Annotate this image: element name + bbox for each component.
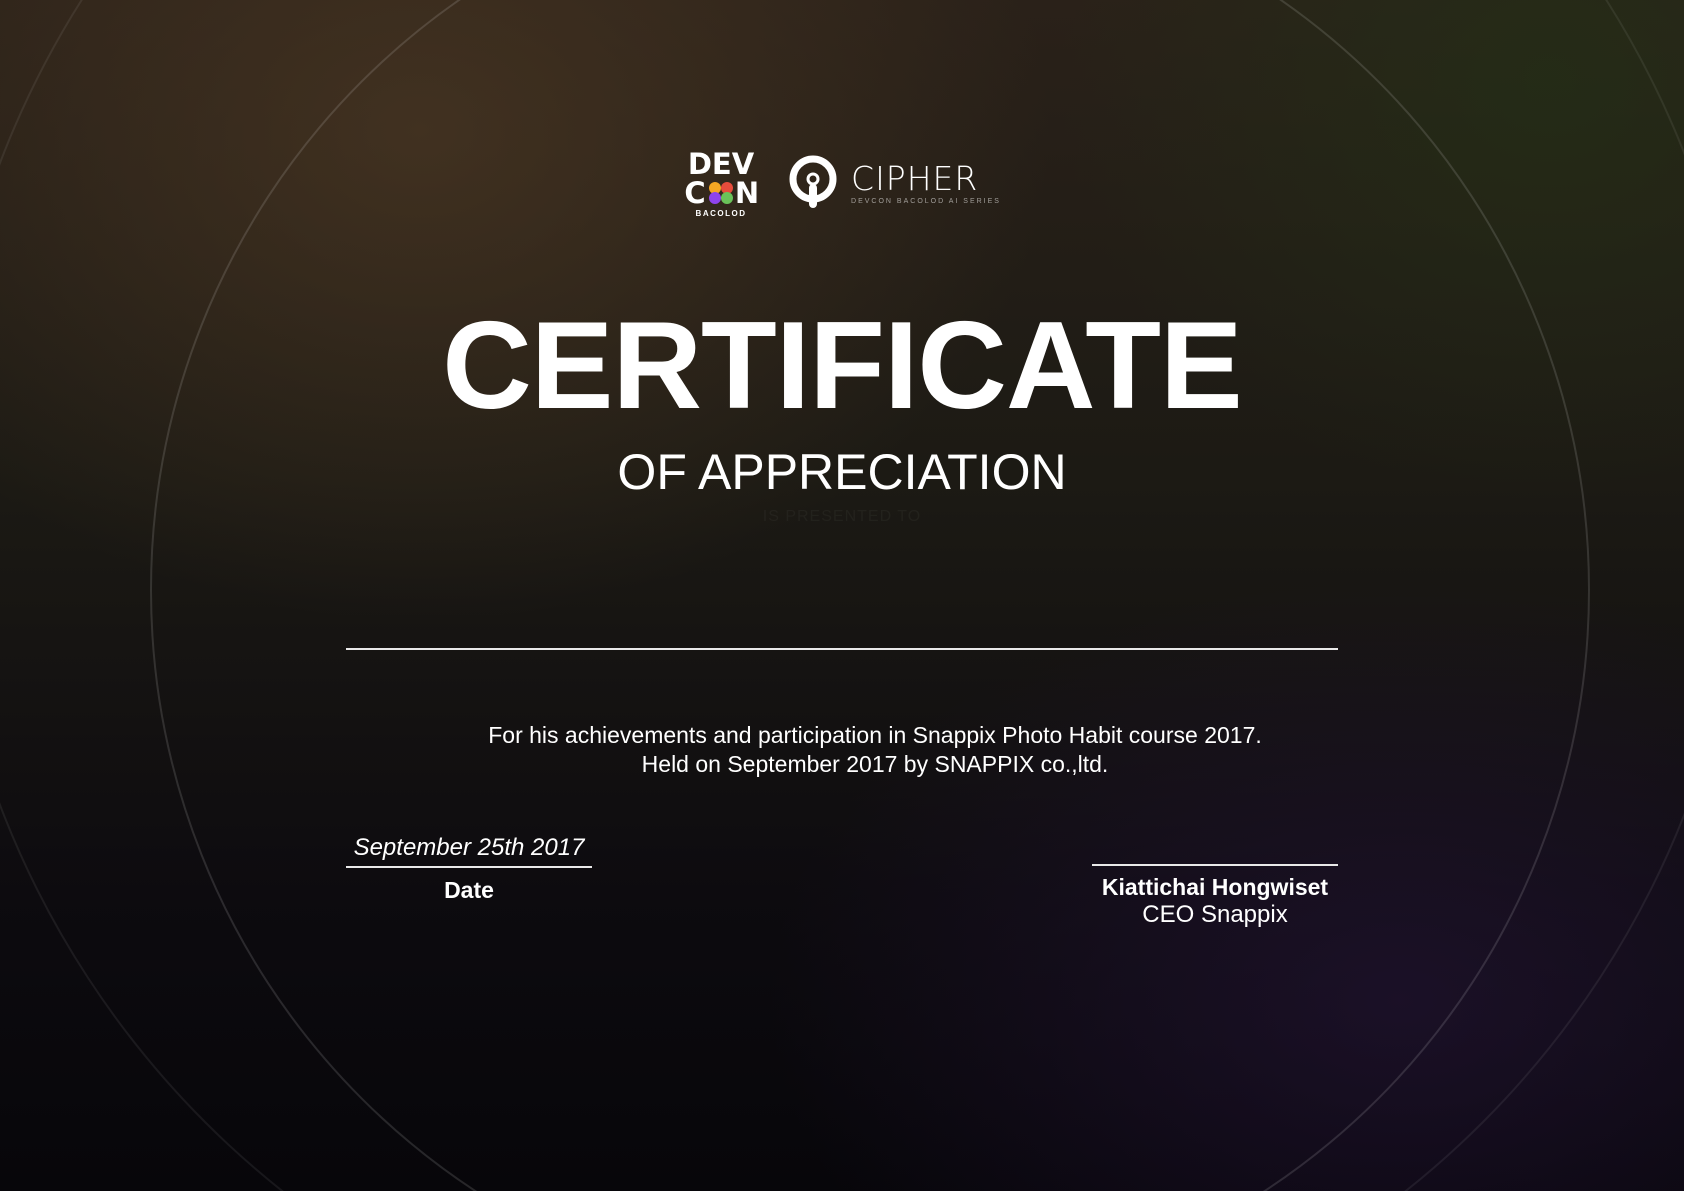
signatory-title: CEO Snappix bbox=[1142, 901, 1288, 928]
devcon-letter-c: C bbox=[684, 176, 706, 208]
cipher-tagline: DEVCON BACOLOD AI SERIES bbox=[851, 197, 1001, 205]
devcon-logo-mark bbox=[683, 148, 759, 208]
certificate-title: CERTIFICATE bbox=[442, 297, 1242, 435]
devcon-dot-green bbox=[721, 192, 733, 204]
presented-to-text bbox=[0, 508, 1684, 526]
body-line-2: Held on September 2017 by SNAPPIX co.,ltd. bbox=[641, 751, 1109, 777]
recipient-name-line bbox=[346, 648, 1338, 650]
date-label: Date bbox=[444, 877, 494, 903]
certificate-subtitle: OF APPRECIATION bbox=[617, 444, 1067, 500]
cipher-logo bbox=[785, 155, 1001, 211]
signatory-name: Kiattichai Hongwiset bbox=[1101, 874, 1329, 900]
signature-block bbox=[1092, 864, 1338, 929]
date-value: September 25th 2017 bbox=[353, 834, 585, 861]
cipher-keyhole-icon bbox=[785, 155, 841, 211]
devcon-letter-n: N bbox=[734, 176, 760, 208]
signature-rule bbox=[1092, 864, 1338, 866]
date-block bbox=[346, 832, 592, 904]
devcon-logo bbox=[683, 148, 759, 218]
certificate-body bbox=[346, 721, 1404, 779]
devcon-dot-purple bbox=[709, 192, 721, 204]
devcon-word-top: DEV bbox=[687, 148, 755, 181]
cipher-wordmark: CIPHER bbox=[851, 158, 979, 198]
logo-row bbox=[0, 148, 1684, 218]
date-rule bbox=[346, 866, 592, 868]
body-line-1: For his achievements and participation in Snappix Photo Habit course 2017. bbox=[488, 722, 1262, 748]
devcon-subtitle: BACOLOD bbox=[695, 209, 747, 218]
